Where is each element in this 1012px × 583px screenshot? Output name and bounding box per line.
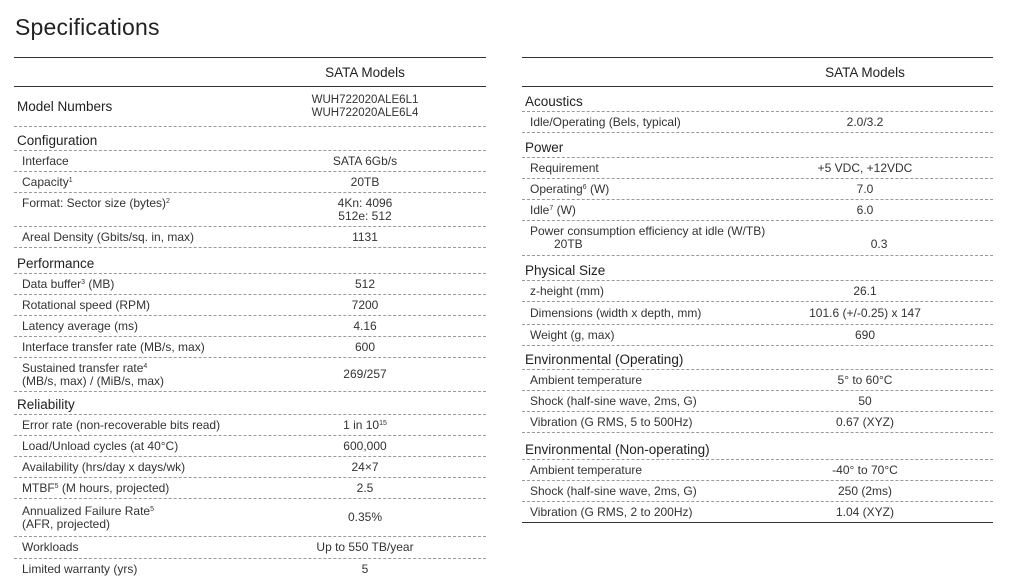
spec-label: Shock (half-sine wave, 2ms, G) bbox=[530, 393, 697, 408]
spec-label: Power consumption efficiency at idle (W/TB) bbox=[530, 224, 766, 238]
spec-label: Requirement bbox=[530, 160, 599, 175]
spec-label: Annualized Failure Rate bbox=[22, 503, 151, 518]
section-heading-env-nonoperating: Environmental (Non-operating) bbox=[522, 433, 993, 460]
spec-value: SATA 6Gb/s bbox=[332, 153, 398, 168]
spec-value: 5 bbox=[361, 562, 369, 576]
spec-value: +5 VDC, +12VDC bbox=[817, 160, 913, 175]
spec-label: Error rate (non-recoverable bits read) bbox=[22, 417, 221, 432]
spec-value: 2.5 bbox=[356, 480, 374, 495]
spec-row bbox=[14, 415, 486, 436]
spec-value: 26.1 bbox=[853, 283, 877, 298]
footnote-marker: 1 bbox=[68, 176, 73, 184]
spec-label-suffix: (W) bbox=[553, 202, 576, 217]
spec-row bbox=[14, 295, 486, 316]
spec-value: Up to 550 TB/year bbox=[316, 540, 414, 554]
spec-value: 7200 bbox=[351, 297, 379, 312]
spec-value: 20TB bbox=[350, 174, 380, 189]
spec-row bbox=[522, 412, 993, 433]
spec-row bbox=[522, 221, 993, 256]
spec-value: 101.6 (+/-0.25) x 147 bbox=[809, 305, 921, 320]
spec-row bbox=[14, 559, 486, 580]
spec-row bbox=[14, 172, 486, 193]
column-header bbox=[522, 58, 993, 87]
spec-value: 5° to 60°C bbox=[837, 372, 893, 387]
spec-label: z-height (mm) bbox=[530, 283, 605, 298]
spec-label: Idle bbox=[530, 202, 550, 217]
spec-value: 512e: 512 bbox=[338, 208, 392, 223]
spec-label: Format: Sector size (bytes) bbox=[22, 196, 167, 210]
spec-row bbox=[522, 481, 993, 502]
spec-row bbox=[14, 316, 486, 337]
footnote-marker: 3 bbox=[81, 278, 86, 286]
spec-row bbox=[14, 478, 486, 499]
section-heading-performance: Performance bbox=[14, 248, 486, 274]
spec-value: 0.67 (XYZ) bbox=[835, 414, 895, 429]
spec-row bbox=[522, 281, 993, 302]
spec-value: 600,000 bbox=[343, 438, 387, 453]
spec-label: Limited warranty (yrs) bbox=[22, 562, 138, 576]
spec-value: 269/257 bbox=[343, 367, 387, 381]
spec-label: Availability (hrs/day x days/wk) bbox=[22, 459, 186, 474]
spec-label: Ambient temperature bbox=[530, 462, 643, 477]
spec-value: 600 bbox=[354, 339, 376, 354]
spec-label-line2: (MB/s, max) / (MiB/s, max) bbox=[22, 373, 164, 388]
section-heading-configuration: Configuration bbox=[14, 127, 486, 151]
spec-row bbox=[522, 158, 993, 179]
spec-row bbox=[522, 200, 993, 221]
footnote-marker: 2 bbox=[166, 198, 170, 205]
spec-row bbox=[14, 499, 486, 537]
model-number: WUH722020ALE6L4 bbox=[311, 106, 419, 119]
spec-label: Interface bbox=[22, 153, 69, 168]
model-numbers-label: Model Numbers bbox=[17, 99, 113, 114]
spec-row bbox=[14, 337, 486, 358]
spec-value: 6.0 bbox=[856, 202, 874, 217]
exponent: 15 bbox=[379, 419, 387, 427]
spec-row bbox=[522, 391, 993, 412]
spec-label: Ambient temperature bbox=[530, 372, 643, 387]
spec-label: Latency average (ms) bbox=[22, 318, 139, 333]
footnote-marker: 4 bbox=[143, 362, 148, 370]
spec-value: 1 in 10 bbox=[343, 417, 380, 432]
spec-label: Idle/Operating (Bels, typical) bbox=[530, 114, 681, 129]
spec-label-suffix: (MB) bbox=[85, 276, 115, 291]
column-header bbox=[14, 58, 486, 87]
spec-row bbox=[14, 436, 486, 457]
spec-row bbox=[14, 193, 486, 227]
spec-label-line2: (AFR, projected) bbox=[22, 516, 111, 531]
spec-value: 4Kn: 4096 bbox=[337, 195, 393, 210]
spec-label: Areal Density (Gbits/sq. in, max) bbox=[22, 229, 195, 244]
spec-row bbox=[14, 457, 486, 478]
spec-label: Weight (g, max) bbox=[530, 327, 615, 342]
spec-label: Interface transfer rate (MB/s, max) bbox=[22, 339, 205, 354]
spec-label: Workloads bbox=[22, 540, 79, 554]
spec-row bbox=[14, 151, 486, 172]
left-spec-table bbox=[14, 57, 486, 580]
spec-row bbox=[522, 460, 993, 481]
spec-value: 4.16 bbox=[353, 318, 377, 333]
spec-label: MTBF bbox=[22, 480, 55, 495]
section-heading-env-operating: Environmental (Operating) bbox=[522, 346, 993, 370]
page-title: Specifications bbox=[15, 14, 160, 40]
spec-row bbox=[522, 302, 993, 325]
model-numbers-row bbox=[14, 87, 486, 127]
spec-value: 1.04 (XYZ) bbox=[835, 504, 895, 519]
spec-label-suffix: (M hours, projected) bbox=[58, 480, 170, 495]
footnote-marker: 6 bbox=[582, 183, 587, 191]
spec-value: 250 (2ms) bbox=[837, 483, 893, 498]
spec-label: Data buffer bbox=[22, 276, 82, 291]
spec-row bbox=[14, 537, 486, 559]
spec-label: Rotational speed (RPM) bbox=[22, 297, 151, 312]
model-number: WUH722020ALE6L1 bbox=[311, 93, 419, 106]
spec-row bbox=[522, 112, 993, 133]
spec-label: Dimensions (width x depth, mm) bbox=[530, 305, 702, 320]
spec-label: Sustained transfer rate bbox=[22, 360, 144, 375]
section-heading-power: Power bbox=[522, 133, 993, 158]
section-heading-physical-size: Physical Size bbox=[522, 256, 993, 281]
spec-row bbox=[522, 179, 993, 200]
spec-row bbox=[522, 502, 993, 523]
spec-label: Vibration (G RMS, 2 to 200Hz) bbox=[530, 504, 693, 519]
spec-value: 7.0 bbox=[856, 181, 874, 196]
spec-row bbox=[14, 274, 486, 295]
spec-value: 2.0/3.2 bbox=[846, 114, 884, 129]
column-header-label: SATA Models bbox=[325, 64, 405, 80]
right-spec-table bbox=[522, 57, 993, 523]
section-heading-acoustics: Acoustics bbox=[522, 87, 993, 112]
spec-label: Capacity bbox=[22, 174, 69, 189]
spec-value: 24×7 bbox=[351, 459, 379, 474]
spec-value: 0.35% bbox=[347, 510, 383, 524]
spec-label: Operating bbox=[530, 181, 583, 196]
footnote-marker: 5 bbox=[150, 505, 154, 513]
section-heading-reliability: Reliability bbox=[14, 392, 486, 415]
spec-value: -40° to 70°C bbox=[832, 462, 898, 477]
spec-row bbox=[14, 227, 486, 248]
spec-value: 690 bbox=[854, 327, 876, 342]
spec-label: Load/Unload cycles (at 40°C) bbox=[22, 438, 179, 453]
spec-label-suffix: (W) bbox=[586, 181, 610, 196]
column-header-label: SATA Models bbox=[825, 64, 905, 80]
spec-value: 512 bbox=[354, 276, 376, 291]
spec-value: 1131 bbox=[352, 229, 378, 244]
spec-label: Vibration (G RMS, 5 to 500Hz) bbox=[530, 414, 693, 429]
spec-label: Shock (half-sine wave, 2ms, G) bbox=[530, 483, 697, 498]
spec-label-line2: 20TB bbox=[554, 237, 583, 251]
spec-row bbox=[522, 325, 993, 346]
spec-value: 0.3 bbox=[870, 237, 888, 251]
spec-value: 50 bbox=[858, 393, 872, 408]
footnote-marker: 7 bbox=[549, 204, 554, 212]
footnote-marker: 5 bbox=[54, 482, 59, 490]
spec-row bbox=[14, 358, 486, 392]
spec-row bbox=[522, 370, 993, 391]
